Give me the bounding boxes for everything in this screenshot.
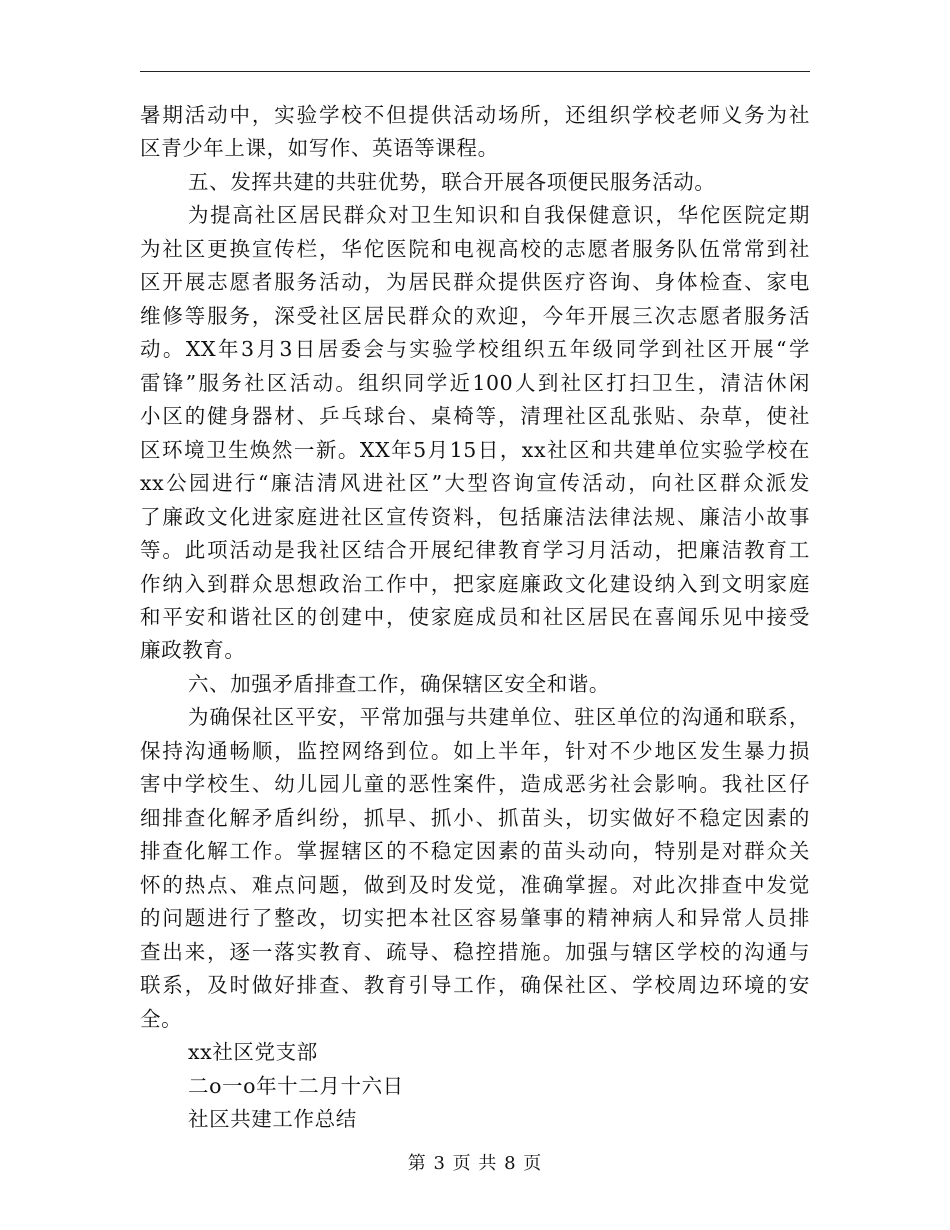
signature-line: 社区共建工作总结 xyxy=(188,1107,357,1131)
text-line: 细排查化解矛盾纠纷，抓早、抓小、抓苗头，切实做好不稳定因素的 xyxy=(140,806,810,830)
page-footer: 第 3 页 共 8 页 xyxy=(407,1153,543,1174)
text-line: 廉政教育。 xyxy=(140,638,246,662)
text-line: xx公园进行“廉洁清风进社区”大型咨询宣传活动，向社区群众派发 xyxy=(140,471,810,495)
text-line: 排查化解工作。掌握辖区的不稳定因素的苗头动向，特别是对群众关 xyxy=(140,839,810,863)
text-line: 雷锋”服务社区活动。组织同学近100人到社区打扫卫生，清洁休闲 xyxy=(140,371,810,395)
text-line: 为社区更换宣传栏，华佗医院和电视高校的志愿者服务队伍常常到社 xyxy=(140,237,810,261)
text-line: 维修等服务，深受社区居民群众的欢迎，今年开展三次志愿者服务活 xyxy=(140,304,810,328)
text-line: 联系，及时做好排查、教育引导工作，确保社区、学校周边环境的安 xyxy=(140,973,810,997)
text-line: 查出来，逐一落实教育、疏导、稳控措施。加强与辖区学校的沟通与 xyxy=(140,940,810,964)
text-line: 动。XX年3月3日居委会与实验学校组织五年级同学到社区开展“学 xyxy=(140,337,810,361)
text-line: 作纳入到群众思想政治工作中，把家庭廉政文化建设纳入到文明家庭 xyxy=(140,572,810,596)
text-line: 小区的健身器材、乒乓球台、桌椅等，清理社区乱张贴、杂草，使社 xyxy=(140,404,810,428)
text-line: 和平安和谐社区的创建中，使家庭成员和社区居民在喜闻乐见中接受 xyxy=(140,605,810,629)
text-line: 的问题进行了整改，切实把本社区容易肇事的精神病人和异常人员排 xyxy=(140,906,810,930)
text-line: 等。此项活动是我社区结合开展纪律教育学习月活动，把廉洁教育工 xyxy=(140,538,810,562)
signature-line: 二o一o年十二月十六日 xyxy=(188,1074,404,1098)
text-line: 暑期活动中，实验学校不但提供活动场所，还组织学校老师义务为社 xyxy=(140,103,810,127)
text-line: 区环境卫生焕然一新。XX年5月15日，xx社区和共建单位实验学校在 xyxy=(140,438,810,462)
signature-line: xx社区党支部 xyxy=(188,1040,318,1064)
text-line: 全。 xyxy=(140,1007,183,1031)
section-heading: 五、发挥共建的共驻优势，联合开展各项便民服务活动。 xyxy=(188,170,716,194)
text-line: 害中学校生、幼儿园儿童的恶性案件，造成恶劣社会影响。我社区仔 xyxy=(140,772,810,796)
text-line: 区开展志愿者服务活动，为居民群众提供医疗咨询、身体检查、家电 xyxy=(140,270,810,294)
text-line: 为提高社区居民群众对卫生知识和自我保健意识，华佗医院定期 xyxy=(188,203,810,227)
text-line: 保持沟通畅顺，监控网络到位。如上半年，针对不少地区发生暴力损 xyxy=(140,739,810,763)
text-line: 怀的热点、难点问题，做到及时发觉，准确掌握。对此次排查中发觉 xyxy=(140,873,810,897)
text-line: 区青少年上课，如写作、英语等课程。 xyxy=(140,136,499,160)
text-line: 为确保社区平安，平常加强与共建单位、驻区单位的沟通和联系， xyxy=(188,705,810,729)
text-line: 了廉政文化进家庭进社区宣传资料，包括廉洁法律法规、廉洁小故事 xyxy=(140,505,810,529)
header-rule xyxy=(140,71,810,72)
section-heading: 六、加强矛盾排查工作，确保辖区安全和谐。 xyxy=(188,672,610,696)
